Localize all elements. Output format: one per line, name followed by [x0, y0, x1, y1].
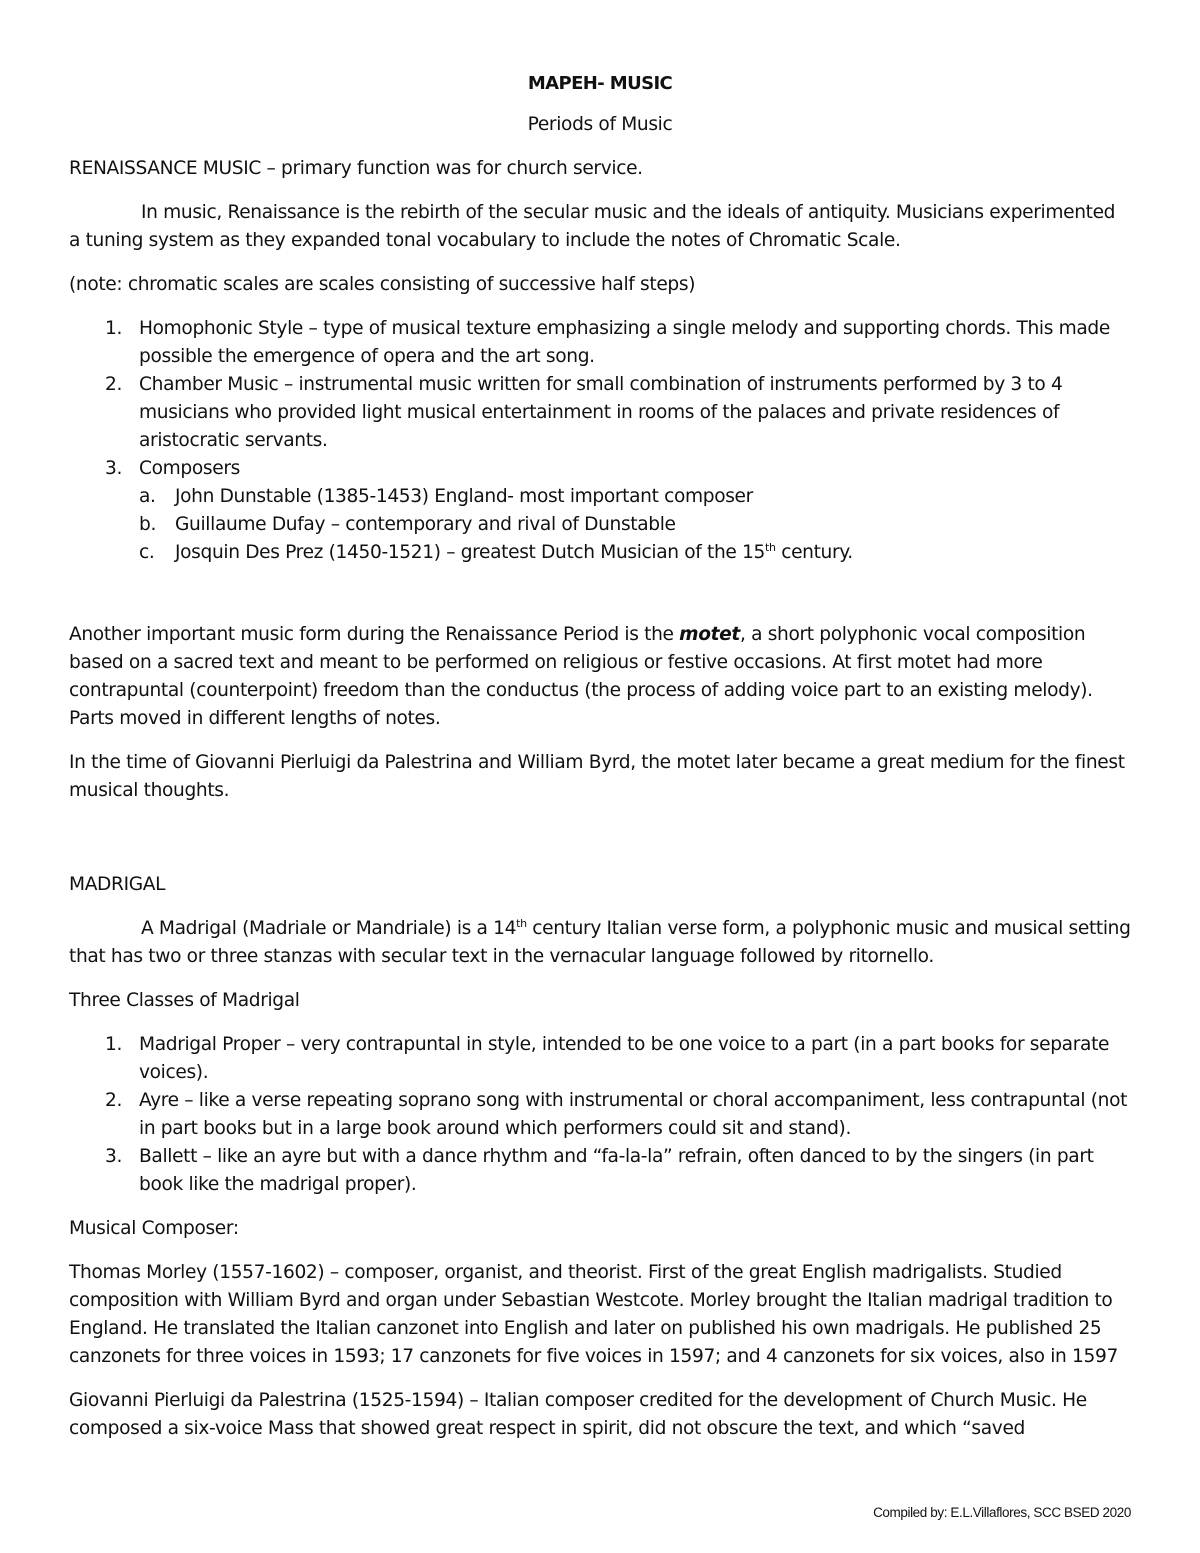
document-subtitle: Periods of Music [527, 114, 673, 135]
list-item-text: Ballett – like an ayre but with a dance rhythm and “fa-la-la” refrain, often danced to by the singers (in part book like the madrigal proper). [139, 1146, 1094, 1195]
list-item-text: Chamber Music – instrumental music written for small combination of instruments performed by 3 to 4 musicians who provided light musical entertainment in rooms of the palaces and private residences of aristocratic servants. [139, 374, 1063, 451]
madrigal-heading: MADRIGAL [69, 874, 166, 895]
page-footer: Compiled by: E.L.Villaflores, SCC BSED 2020 [873, 1505, 1131, 1520]
document-page [69, 70, 1131, 1459]
madrigal-intro [69, 915, 1131, 971]
list-item-text: Guillaume Dufay – contemporary and rival of Dunstable [175, 514, 676, 535]
superscript: th [765, 540, 776, 554]
morley-paragraph: Thomas Morley (1557-1602) – composer, organist, and theorist. First of the great English madrigalists. Studied composition with William Byrd and organ under Sebastian Westcote. Morley brought the Italian madrigal tradition to England. He translated the Italian canzonet into English and later on published his own madrigals. He published 25 canzonets for three voices in 1593; 17 canzonets for five voices in 1597; and 4 canzonets for six voices, also in 1597 [69, 1262, 1118, 1367]
motet-text: Another important music form during the Renaissance Period is the [69, 624, 680, 645]
chromatic-note: (note: chromatic scales are scales consisting of successive half steps) [69, 274, 696, 295]
list-item-text: John Dunstable (1385-1453) England- most important composer [175, 486, 753, 507]
list-item-text: Homophonic Style – type of musical texture emphasizing a single melody and supporting chords. This made possible the emergence of opera and the art song. [139, 318, 1110, 367]
renaissance-list [69, 315, 1131, 567]
list-item-text: century. [775, 542, 853, 563]
list-marker: 3. [105, 1146, 123, 1167]
composer-list [139, 483, 1131, 567]
list-item [139, 511, 1131, 539]
list-marker: 3. [105, 458, 123, 479]
spacer [69, 821, 1131, 871]
list-item-text: Madrigal Proper – very contrapuntal in style, intended to be one voice to a part (in a part books for separate voices). [139, 1034, 1110, 1083]
palestrina-paragraph: Giovanni Pierluigi da Palestrina (1525-1594) – Italian composer credited for the development of Church Music. He composed a six-voice Mass that showed great respect in spirit, did not obscure the text, and which “saved [69, 1390, 1087, 1439]
list-marker: a. [139, 486, 156, 507]
list-item [69, 1087, 1131, 1143]
list-marker: 1. [105, 318, 123, 339]
list-item-text: Josquin Des Prez (1450-1521) – greatest Dutch Musician of the 15 [175, 542, 766, 563]
list-marker: 2. [105, 1090, 123, 1111]
motet-text: , a short polyphonic vocal composition based on a sacred text and meant to be performed on religious or festive occasions. At first motet had more contrapuntal (counterpoint) freedom than the conductus (the process of adding voice part to an existing melody). Parts moved in different lengths of notes. [69, 624, 1093, 729]
list-marker: 1. [105, 1034, 123, 1055]
list-item [139, 483, 1131, 511]
list-marker: b. [139, 514, 157, 535]
list-marker: c. [139, 542, 155, 563]
spacer [69, 583, 1131, 621]
madrigal-classes-heading: Three Classes of Madrigal [69, 990, 300, 1011]
madrigal-intro-text: century Italian verse form, a polyphonic music and musical setting that has two or three stanzas with secular text in the vernacular language followed by ritornello. [69, 918, 1131, 967]
madrigal-class-list [69, 1031, 1131, 1199]
motet-paragraph [69, 621, 1131, 733]
list-item-text: Composers [139, 458, 240, 479]
motet-term: motet [679, 624, 740, 645]
list-item [69, 371, 1131, 455]
composer-heading: Musical Composer: [69, 1218, 239, 1239]
madrigal-intro-text: A Madrigal (Madriale or Mandriale) is a 14 [141, 918, 517, 939]
renaissance-intro: In music, Renaissance is the rebirth of the secular music and the ideals of antiquity. Musicians experimented a tuning system as they expanded tonal vocabulary to include the notes of Chromatic Scale. [69, 202, 1116, 251]
list-item [69, 315, 1131, 371]
superscript: th [516, 916, 527, 930]
list-item [69, 1031, 1131, 1087]
list-marker: 2. [105, 374, 123, 395]
renaissance-heading: RENAISSANCE MUSIC – primary function was for church service. [69, 158, 643, 179]
document-title: MAPEH- MUSIC [527, 73, 673, 94]
motet-paragraph-2: In the time of Giovanni Pierluigi da Palestrina and William Byrd, the motet later became a great medium for the finest musical thoughts. [69, 752, 1125, 801]
list-item [69, 1143, 1131, 1199]
list-item [69, 455, 1131, 567]
list-item-text: Ayre – like a verse repeating soprano song with instrumental or choral accompaniment, less contrapuntal (not in part books but in a large book around which performers could sit and stand). [139, 1090, 1128, 1139]
list-item [139, 539, 1131, 567]
